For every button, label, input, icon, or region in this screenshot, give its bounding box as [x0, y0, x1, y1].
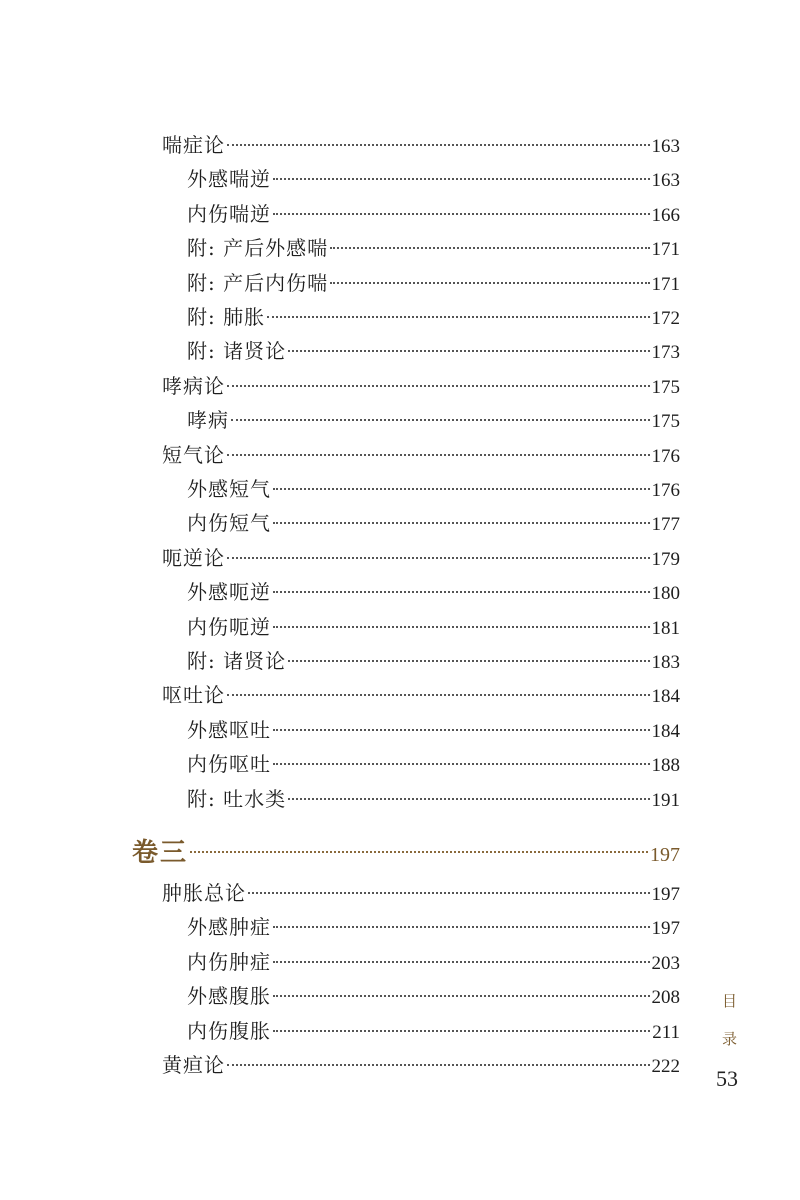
section-label-lu: 录: [722, 1030, 738, 1048]
toc-chapter-entry[interactable]: [162, 1053, 680, 1079]
toc-chapter-entry[interactable]: [162, 881, 680, 907]
dot-leader: [227, 384, 650, 387]
toc-chapter-entry[interactable]: [162, 546, 680, 572]
entry-title: 哮病论: [162, 373, 225, 398]
toc-section-entry[interactable]: [187, 271, 680, 297]
entry-page-number: 176: [651, 445, 680, 467]
toc-chapter-entry[interactable]: [162, 133, 680, 159]
dot-leader: [273, 762, 650, 765]
entry-page-number: 197: [650, 844, 680, 866]
toc-section-entry[interactable]: [187, 1019, 680, 1045]
entry-title: 内伤呕吐: [187, 752, 271, 777]
entry-page-number: 163: [651, 136, 680, 157]
entry-page-number: 197: [651, 884, 680, 905]
entry-page-number: 171: [651, 273, 680, 295]
dot-leader: [248, 891, 650, 894]
entry-title: 附: 肺胀: [187, 305, 266, 329]
entry-title: 肿胀总论: [162, 881, 246, 905]
dot-leader: [273, 925, 650, 928]
toc-section-entry[interactable]: [187, 787, 680, 813]
entry-title: 外感肿症: [187, 915, 271, 940]
entry-page-number: 166: [651, 204, 680, 226]
dot-leader: [288, 349, 649, 352]
entry-title: 黄疸论: [162, 1053, 225, 1077]
entry-title: 外感呕吐: [187, 717, 271, 742]
dot-leader: [273, 487, 650, 490]
toc-section-entry[interactable]: [187, 649, 680, 675]
entry-title: 内伤呃逆: [187, 614, 271, 639]
entry-title: 附: 产后内伤喘: [187, 270, 329, 295]
entry-title: 外感短气: [187, 477, 271, 501]
entry-page-number: 163: [651, 170, 680, 192]
toc-section-entry[interactable]: [187, 236, 680, 262]
entry-page-number: 184: [651, 720, 680, 742]
toc-section-entry[interactable]: [187, 984, 680, 1010]
entry-page-number: 175: [651, 411, 680, 433]
toc-section-entry[interactable]: [187, 305, 680, 331]
entry-title: 呃逆论: [162, 545, 225, 570]
entry-title: 哮病: [187, 408, 229, 433]
dot-leader: [227, 693, 650, 696]
entry-title: 短气论: [162, 442, 225, 467]
entry-title: 外感呃逆: [187, 580, 271, 605]
dot-leader: [227, 1063, 650, 1066]
entry-page-number: 188: [651, 755, 680, 777]
dot-leader: [288, 659, 649, 662]
dot-leader: [231, 418, 650, 421]
dot-leader: [267, 315, 649, 318]
toc-chapter-entry[interactable]: [162, 374, 680, 400]
entry-page-number: 175: [651, 376, 680, 398]
entry-page-number: 222: [651, 1056, 680, 1077]
toc-section-entry[interactable]: [187, 718, 680, 744]
entry-page-number: 177: [651, 514, 680, 536]
entry-page-number: 179: [651, 548, 680, 570]
entry-page-number: 181: [651, 617, 680, 639]
dot-leader: [330, 281, 649, 284]
dot-leader: [273, 728, 650, 731]
entry-page-number: 208: [651, 987, 680, 1009]
dot-leader: [288, 797, 649, 800]
dot-leader: [273, 960, 650, 963]
dot-leader: [273, 177, 650, 180]
toc-section-entry[interactable]: [187, 915, 680, 941]
entry-page-number: 191: [651, 789, 680, 811]
dot-leader: [227, 143, 650, 146]
toc-section-entry[interactable]: [187, 202, 680, 228]
entry-title: 呕吐论: [162, 683, 225, 708]
toc-section-entry[interactable]: [187, 580, 680, 606]
entry-page-number: 173: [651, 342, 680, 364]
toc-section-entry[interactable]: [187, 950, 680, 976]
entry-title: 内伤腹胀: [187, 1018, 271, 1043]
entry-page-number: 183: [651, 652, 680, 673]
entry-title: 内伤肿症: [187, 949, 271, 974]
entry-title: 附: 诸贤论: [187, 649, 287, 673]
entry-title: 内伤短气: [187, 511, 271, 536]
toc-chapter-entry[interactable]: [162, 683, 680, 709]
entry-page-number: 171: [651, 239, 680, 261]
toc-section-entry[interactable]: [187, 511, 680, 537]
entry-page-number: 211: [652, 1021, 680, 1043]
dot-leader: [273, 212, 650, 215]
entry-title: 外感腹胀: [187, 984, 271, 1009]
toc-section-entry[interactable]: [187, 408, 680, 434]
entry-page-number: 176: [651, 480, 680, 501]
toc-section-entry[interactable]: [187, 477, 680, 503]
entry-title: 内伤喘逆: [187, 201, 271, 226]
entry-page-number: 180: [651, 583, 680, 605]
entry-title: 附: 产后外感喘: [187, 236, 329, 261]
dot-leader: [273, 590, 650, 593]
toc-chapter-entry[interactable]: [162, 443, 680, 469]
entry-title: 外感喘逆: [187, 167, 271, 192]
dot-leader: [190, 850, 648, 853]
dot-leader: [273, 1029, 650, 1032]
dot-leader: [273, 994, 650, 997]
entry-title: 附: 诸贤论: [187, 339, 287, 364]
toc-section-entry[interactable]: [187, 339, 680, 365]
volume-heading[interactable]: [132, 838, 680, 868]
page-number: 53: [716, 1066, 738, 1091]
entry-title: 附: 吐水类: [187, 786, 287, 811]
entry-title: 喘症论: [162, 133, 225, 157]
toc-section-entry[interactable]: [187, 752, 680, 778]
dot-leader: [330, 246, 649, 249]
entry-page-number: 184: [651, 686, 680, 708]
toc-section-entry[interactable]: [187, 167, 680, 193]
toc-section-entry[interactable]: [187, 615, 680, 641]
dot-leader: [227, 556, 650, 559]
dot-leader: [227, 453, 650, 456]
entry-title: 卷三: [132, 838, 189, 868]
entry-page-number: 172: [651, 308, 680, 329]
dot-leader: [273, 625, 650, 628]
entry-page-number: 203: [651, 952, 680, 974]
entry-page-number: 197: [651, 918, 680, 940]
dot-leader: [273, 521, 650, 524]
section-label-mu: 目: [722, 992, 738, 1010]
